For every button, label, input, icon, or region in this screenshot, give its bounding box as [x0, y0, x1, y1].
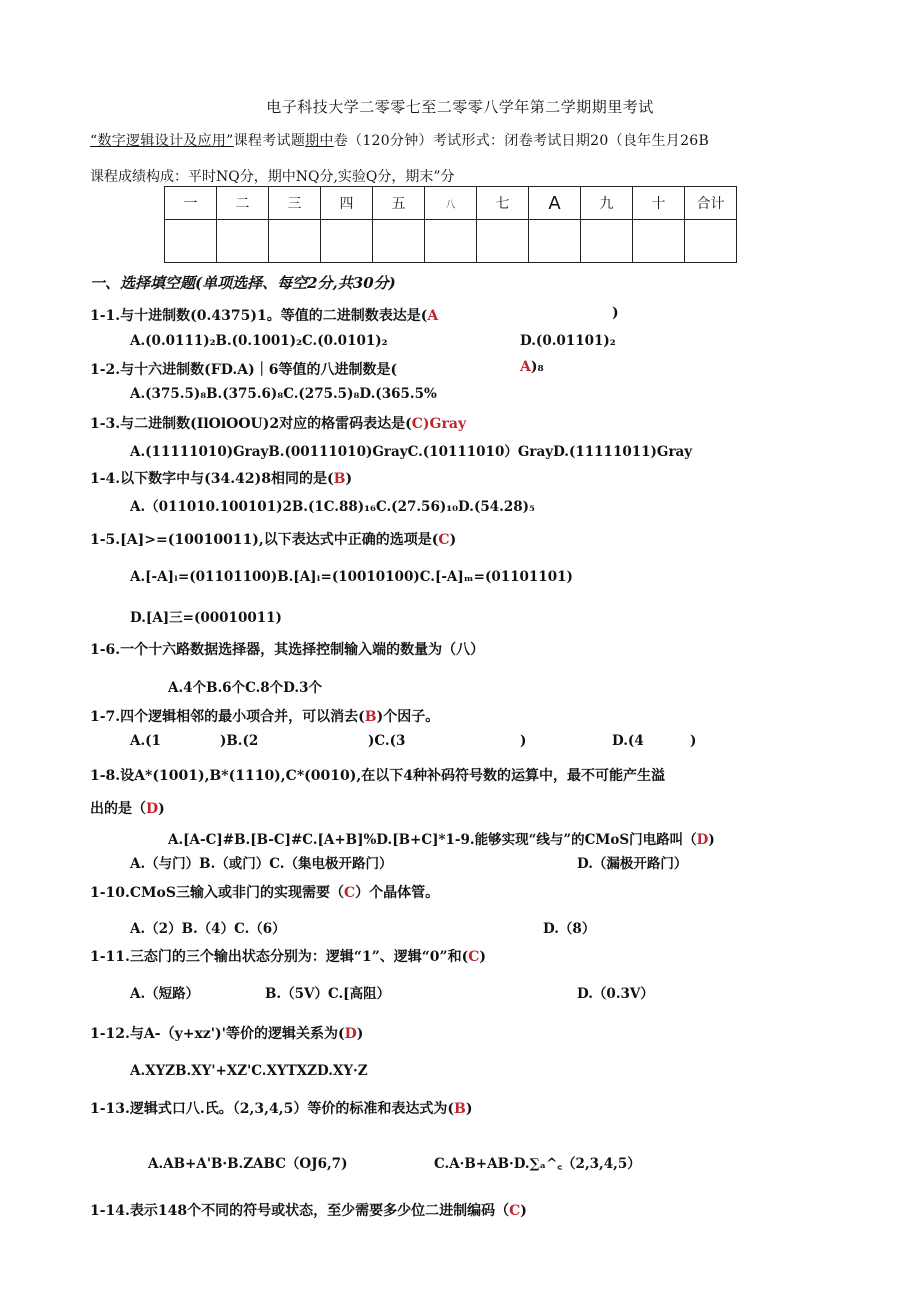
options-cd: C.A·B+AB·D.∑ₐ^꜀（2,3,4,5） [434, 1156, 641, 1172]
question-13 [90, 1098, 472, 1118]
score-cell[interactable] [321, 220, 373, 263]
score-header-cell: 十 [633, 187, 685, 220]
score-header-cell: 四 [321, 187, 373, 220]
options: A.4个B.6个C.8个D.3个 [168, 680, 322, 696]
options: A.[-A]ₗ=(01101100)B.[A]ₗ=(10010100)C.[-A]ₘ=(01101101) [130, 569, 573, 585]
question-6: 1-6.一个十六路数据选择器，其选择控制输入端的数量为（八） [90, 642, 485, 658]
course-line-mid: 课程考试题 [233, 133, 306, 149]
options: A.[A-C]#B.[B-C]#C.[A+B]%D.[B+C]*1-9.能够实现“线与”的CMoS门电路叫（ [168, 832, 697, 848]
options: A.（2）B.（4）C.（6） [130, 921, 286, 937]
score-table-header-row [165, 187, 737, 220]
options-ab: A.AB+A'B·B.ZABC（OJ6,7) [148, 1156, 348, 1172]
question-text: 1-7.四个逻辑相邻的最小项合并，可以消去( [90, 709, 365, 725]
option-c-close: ) [520, 733, 527, 749]
option-a: A.（短路） [130, 986, 200, 1002]
question-text: 1-1.与十进制数(0.4375)1。等值的二进制数表达是( [90, 308, 428, 324]
option-b: )B.(2 [220, 733, 259, 749]
answer-tail: ) [356, 1026, 364, 1042]
question-8-cont [90, 798, 165, 818]
option-c: )C.(3 [368, 733, 406, 749]
exam-title: 电子科技大学二零零七至二零零八学年第二学期期里考试 [266, 98, 654, 116]
score-cell[interactable] [373, 220, 425, 263]
score-header-cell: 八 [425, 187, 477, 220]
answer-tail: ) [449, 532, 457, 548]
question-text: 1-11.三态门的三个输出状态分别为：逻辑“1”、逻辑“0”和( [90, 949, 469, 965]
score-cell[interactable] [685, 220, 737, 263]
question-7 [90, 706, 439, 726]
score-cell[interactable] [633, 220, 685, 263]
score-cell[interactable] [581, 220, 633, 263]
question-text: 1-12.与A-（y+xz')'等价的逻辑关系为( [90, 1026, 345, 1042]
score-header-cell: 七 [477, 187, 529, 220]
options: A.(11111010)GrayB.(00111010)GrayC.(10111010）GrayD.(11111011)Gray [130, 444, 693, 460]
option-a: A.(1 [130, 733, 161, 749]
question-text: 1-10.CMoS三输入或非门的实现需要（ [90, 885, 344, 901]
answer-tail: ) [708, 832, 715, 848]
answer-tail: ) [158, 801, 165, 817]
answer: B [333, 471, 346, 487]
score-header-cell: A [529, 187, 581, 220]
course-line-suffix: 卷（120分钟）考试形式：闭卷考试日期20（良年生月26B [333, 133, 710, 149]
section-title: 一、选择填空题(单项选择、每空2分,共30分) [90, 274, 396, 292]
score-table [164, 186, 737, 263]
question-11 [90, 946, 486, 966]
question-14 [90, 1200, 527, 1220]
answer: C [509, 1203, 521, 1219]
answer: C [468, 949, 480, 965]
answer: D [696, 832, 709, 848]
question-text: 1-4.以下数字中与(34.42)8相同的是( [90, 471, 334, 487]
question-2: 1-2.与十六进制数(FD.A)｜6等值的八进制数是( [90, 362, 398, 378]
options-and-question-9 [168, 828, 715, 848]
question-4 [90, 468, 352, 488]
answer-tail: ）个晶体管。 [355, 885, 440, 901]
answer: D [344, 1026, 357, 1042]
score-cell[interactable] [477, 220, 529, 263]
score-cell[interactable] [165, 220, 217, 263]
answer-tail: ) [345, 471, 353, 487]
question-8: 1-8.设A*(1001),B*(1110),C*(0010),在以下4种补码符号数的运算中，最不可能产生溢 [90, 768, 665, 784]
answer: C [411, 416, 423, 432]
answer: C [344, 885, 356, 901]
score-header-cell: 九 [581, 187, 633, 220]
option-d: D.（漏极开路门） [577, 856, 688, 872]
question-12 [90, 1023, 363, 1043]
answer: A [427, 308, 439, 324]
grade-composition: 课程成绩构成：平时NQ分，期中NQ分,实验Q分，期末”分 [90, 169, 455, 185]
score-header-cell: 二 [217, 187, 269, 220]
option-d-close: ) [690, 733, 697, 749]
question-3 [90, 413, 466, 433]
options: A.(0.0111)₂B.(0.1001)₂C.(0.0101)₂ [130, 333, 388, 349]
answer-tail: ) [520, 1203, 527, 1219]
score-cell[interactable] [269, 220, 321, 263]
course-name: “数字逻辑设计及应用” [90, 133, 234, 149]
answer-tail: )₈ [530, 359, 544, 375]
question-10 [90, 882, 439, 902]
answer-tail: )个因子。 [376, 709, 440, 725]
options: A.(375.5)₈B.(375.6)₈C.(275.5)₈D.(365.5% [130, 386, 437, 402]
question-text: 出的是（ [90, 801, 146, 817]
question-text: 1-13.逻辑式口八.氏。（2,3,4,5）等价的标准和表达式为( [90, 1101, 454, 1117]
option-d: D.（8） [543, 921, 596, 937]
question-text: 1-3.与二进制数(IlOlOOU)2对应的格雷码表达是( [90, 416, 412, 432]
answer-tail: ) [479, 949, 487, 965]
question-1-close: ) [612, 305, 619, 321]
option-d: D.[A]三=(00010011) [130, 610, 282, 626]
question-2-answer [520, 359, 544, 375]
option-d: D.(0.01101)₂ [520, 333, 616, 349]
options: A.XYZB.XY'+XZ'C.XYTXZD.XY·Z [130, 1063, 368, 1079]
exam-type: 期中 [305, 133, 334, 149]
question-text: 1-5.[A]>=(10010011),以下表达式中正确的选项是( [90, 532, 439, 548]
option-d: D.（0.3V） [577, 986, 654, 1002]
answer-tail: )Gray [422, 416, 467, 432]
score-cell[interactable] [529, 220, 581, 263]
options: A.（与门）B.（或门）C.（集电极开路门） [130, 856, 393, 872]
answer: D [146, 801, 159, 817]
option-d: D.(4 [612, 733, 644, 749]
score-header-cell: 合计 [685, 187, 737, 220]
score-header-cell: 五 [373, 187, 425, 220]
answer: A [520, 359, 531, 375]
question-1 [90, 305, 438, 325]
score-header-cell: 三 [269, 187, 321, 220]
score-table-blank-row [165, 220, 737, 263]
options: A.（011010.100101)2B.(1C.88)₁₆C.(27.56)₁₀D.(54.28)₅ [130, 499, 535, 515]
score-cell[interactable] [425, 220, 477, 263]
answer-tail: ) [465, 1101, 473, 1117]
question-text: 1-14.表示148个不同的符号或状态，至少需要多少位二进制编码（ [90, 1203, 510, 1219]
answer: B [454, 1101, 466, 1117]
options-bc: B.（5V）C.[高阻） [265, 986, 391, 1002]
course-line [90, 130, 709, 150]
answer: B [364, 709, 377, 725]
answer: C [438, 532, 450, 548]
score-cell[interactable] [217, 220, 269, 263]
question-5 [90, 529, 456, 549]
score-header-cell: 一 [165, 187, 217, 220]
